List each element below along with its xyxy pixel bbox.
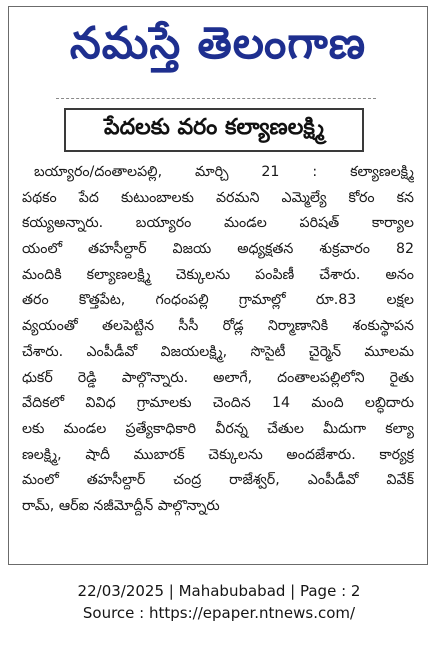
clipping-footer bbox=[0, 580, 438, 624]
headline-box bbox=[64, 108, 364, 152]
article-line: పథకం పేద కుటుంబాలకు వరమని ఎమ్మెల్యే కోరం కన bbox=[22, 189, 414, 206]
masthead-title: నమస్తే తెలంగాణ bbox=[69, 18, 367, 69]
article-line: మందికి కల్యాణలక్ష్మి చెక్కులను పంపిణీ చేశారు. అనం bbox=[22, 266, 414, 283]
article-line: ధుకర్ రెడ్డి పాల్గొన్నారు. అలాగే, దంతాలపల్లిలోని రైతు bbox=[22, 369, 414, 386]
article-line: రామ్, ఆర్ఐ నజీమోద్దీన్ పాల్గొన్నారు bbox=[22, 497, 220, 514]
article-line: తరం కొత్తపేట, గంధంపల్లి గ్రామాల్లో రూ.83 లక్షల bbox=[22, 292, 414, 309]
footer-date-edition: 22/03/2025 | Mahabubabad | Page : 2 bbox=[77, 582, 361, 600]
footer-source: Source : https://epaper.ntnews.com/ bbox=[82, 604, 356, 622]
article-line: వేదికలో వివిధ గ్రామాలకు చెందిన 14 మంది లబ్ధిదారు bbox=[22, 395, 414, 412]
article-line: కయ్యఅన్నారు. బయ్యారం మండల పరిషత్ కార్యాల bbox=[22, 215, 414, 232]
article-line: వ్యయంతో తలపెట్టిన సీసీ రోడ్ల నిర్మాణానికి శంకుస్థాపన bbox=[22, 318, 414, 335]
newspaper-masthead bbox=[19, 11, 417, 77]
article-line: బయ్యారం/దంతాలపల్లి, మార్చి 21 : కల్యాణలక్ష్మి bbox=[34, 164, 414, 180]
article-body bbox=[22, 160, 414, 550]
article-headline: పేదలకు వరం కల్యాణలక్ష్మి bbox=[103, 115, 325, 140]
article-line: మంలో తహసీల్దార్ చంద్ర రాజేశ్వర్, ఎంపీడీవో వివేక్ bbox=[22, 472, 414, 489]
article-line: చేశారు. ఎంపీడీవో విజయలక్ష్మి, సొసైటీ చైర్మెన్ మూలమ bbox=[22, 343, 414, 360]
article-line: యంలో తహసీల్దార్ విజయ అధ్యక్షతన శుక్రవారం 82 bbox=[22, 241, 414, 258]
article-line: ణలక్ష్మి, షాదీ ముబారక్ చెక్కులను అందజేశారు. కార్యక్ర bbox=[22, 446, 414, 463]
masthead-divider bbox=[56, 98, 376, 99]
article-line: లకు మండల ప్రత్యేకాధికారి వీరన్న చేతుల మీదుగా కల్యా bbox=[22, 420, 414, 437]
